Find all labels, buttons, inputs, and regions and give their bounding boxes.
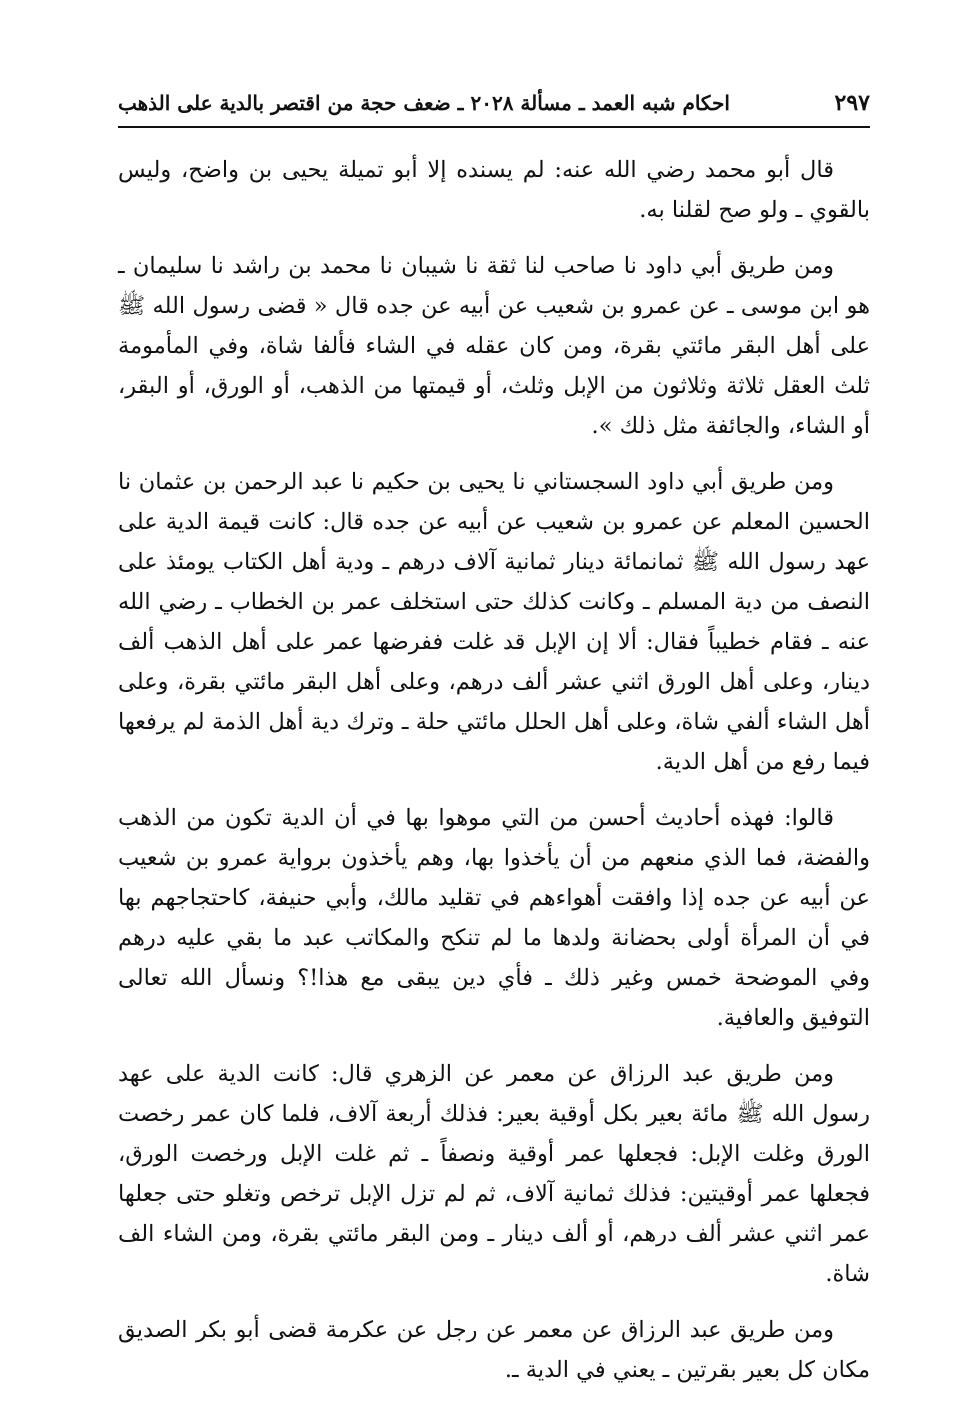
running-title: احكام شبه العمد ـ مسألة ٢٠٢٨ ـ ضعف حجة من اقتصر بالدية على الذهب bbox=[118, 91, 730, 115]
paragraph-5: ومن طريق عبد الرزاق عن معمر عن الزهري قال: كانت الدية على عهد رسول الله ﷺ مائة بعير بكل أوقية بعير: فذلك أربعة آلاف، فلما كان عمر رخصت الورق وغلت الإبل: فجعلها عمر أوقية ونصفاً ـ ثم غلت الإبل ورخصت الورق، فجعلها عمر أوقيتين: فذلك ثمانية آلاف، ثم لم تزل الإبل ترخص وتغلو حتى جعلها عمر اثني عشر ألف درهم، أو ألف دينار ـ ومن البقر مائتي بقرة، ومن الشاء الف شاة. bbox=[118, 1061, 870, 1287]
paragraph-2: ومن طريق أبي داود نا صاحب لنا ثقة نا شيبان نا محمد بن راشد نا سليمان ـ هو ابن موسى ـ عن عمرو بن شعيب عن أبيه عن جده قال « قضى رسول الله ﷺ على أهل البقر مائتي بقرة، ومن كان عقله في الشاء فألفا شاة، وفي المأمومة ثلث العقل ثلاثة وثلاثون من الإبل وثلث، أو قيمتها من الذهب، أو الورق، أو البقر، أو الشاء، والجائفة مثل ذلك ». bbox=[118, 253, 870, 439]
page-body bbox=[118, 150, 870, 1406]
paragraph-1: قال أبو محمد رضي الله عنه: لم يسنده إلا أبو تميلة يحيى بن واضح، وليس بالقوي ـ ولو صح لقلنا به. bbox=[118, 157, 870, 223]
paragraph-4: قالوا: فهذه أحاديث أحسن من التي موهوا بها في أن الدية تكون من الذهب والفضة، فما الذي منعهم من أن يأخذوا بها، وهم يأخذون برواية عمرو بن شعيب عن أبيه عن جده إذا وافقت أهواءهم في تقليد مالك، وأبي حنيفة، كاحتجاجهم بها في أن المرأة أولى بحضانة ولدها ما لم تنكح والمكاتب عبد ما بقي عليه درهم وفي الموضحة خمس وغير ذلك ـ فأي دين يبقى مع هذا!؟ ونسأل الله تعالى التوفيق والعافية. bbox=[118, 805, 870, 1031]
page-number: ٢٩٧ bbox=[834, 90, 870, 116]
paragraph-3: ومن طريق أبي داود السجستاني نا يحيى بن حكيم نا عبد الرحمن بن عثمان نا الحسين المعلم عن عمرو بن شعيب عن أبيه عن جده قال: كانت قيمة الدية على عهد رسول الله ﷺ ثمانمائة دينار ثمانية آلاف درهم ـ ودية أهل الكتاب يومئذ على النصف من دية المسلم ـ وكانت كذلك حتى استخلف عمر بن الخطاب ـ رضي الله عنه ـ فقام خطيباً فقال: ألا إن الإبل قد غلت ففرضها عمر على أهل الذهب ألف دينار، وعلى أهل الورق اثني عشر ألف درهم، وعلى أهل البقر مائتي بقرة، وعلى أهل الشاء ألفي شاة، وعلى أهل الحلل مائتي حلة ـ وترك دية أهل الذمة لم يرفعها فيما رفع من أهل الدية. bbox=[118, 469, 870, 775]
page-header bbox=[118, 80, 870, 128]
paragraph-6: ومن طريق عبد الرزاق عن معمر عن رجل عن عكرمة قضى أبو بكر الصديق مكان كل بعير بقرتين ـ يعني في الدية ـ. bbox=[118, 1317, 870, 1383]
